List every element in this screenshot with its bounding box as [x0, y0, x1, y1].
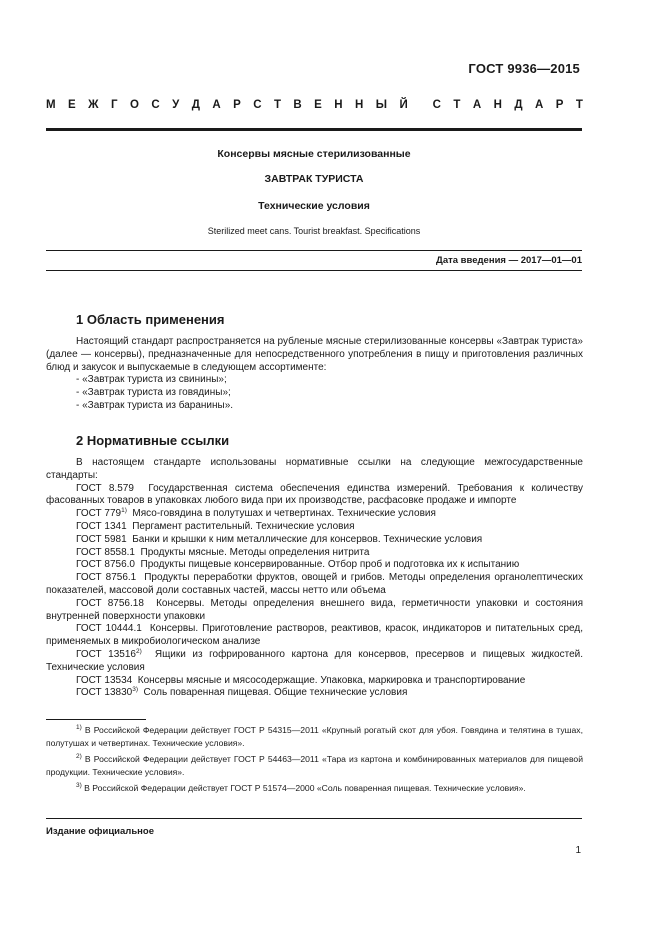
banner-letter: О [129, 99, 139, 111]
footnote-mark: 2) [76, 753, 82, 761]
banner-letter: Е [68, 99, 76, 111]
reference-item [46, 687, 583, 700]
footnote-mark: 1) [76, 724, 82, 731]
reference-code: ГОСТ 8756.1 [76, 572, 137, 584]
banner-letter: Н [355, 99, 364, 111]
reference-code: ГОСТ 13534 [76, 674, 133, 686]
reference-title: Консервы. Приготовление растворов, реактивов, красок, индикаторов и питательных сред, применяемых в микробиологическом анализе [46, 623, 586, 648]
footnote [46, 782, 583, 795]
reference-title: Мясо-говядина в полутушах и четвертинах. Технические условия [126, 508, 436, 520]
section-1-body [46, 336, 583, 413]
section-1-heading: 1 Область применения [76, 312, 225, 327]
reference-item [46, 647, 586, 675]
reference-item [46, 521, 583, 534]
reference-code: ГОСТ 779 [76, 508, 122, 520]
assortment-list [46, 374, 583, 412]
reference-item [46, 508, 583, 521]
reference-title: Продукты переработки фруктов, овощей и грибов. Методы определения органолептических показателей, массовой доли составных частей, массы нетто или объема [46, 572, 586, 596]
banner-letter: В [293, 99, 302, 111]
banner-letter: С [151, 99, 160, 111]
footnote-text: В Российской Федерации действует ГОСТ Р 51574—2000 «Соль поваренная пищевая. Технические условия». [81, 783, 526, 794]
banner-letter: Р [233, 99, 241, 111]
footnote-mark: 2) [135, 647, 142, 655]
banner-letter: С [432, 99, 441, 111]
reference-item [46, 547, 583, 560]
document-title: ЗАВТРАК ТУРИСТА [264, 173, 364, 185]
footnote-text: В Российской Федерации действует ГОСТ Р 54463—2011 «Тара из картона и комбинированных материалов для пищевой продукции. Технические условия». [46, 754, 583, 777]
reference-code: ГОСТ 8756.18 [76, 597, 144, 609]
banner-letter: С [253, 99, 262, 111]
banner-letter: Ж [88, 99, 99, 111]
footnote-separator [46, 719, 146, 720]
banner-letter: Й [399, 99, 408, 111]
reference-title: Государственная система обеспечения единства измерений. Требования к количеству фасованных товаров в упаковках любого вида при их производстве, расфасовке продаже и импорте [46, 482, 586, 507]
banner-letter: М [46, 99, 56, 111]
date-rule [46, 270, 582, 271]
footer-rule [46, 818, 582, 819]
official-edition-label: Издание официальное [46, 826, 154, 837]
reference-code: ГОСТ 10444.1 [76, 623, 142, 635]
reference-title: Соль поваренная пищевая. Общие технические условия [138, 687, 408, 699]
reference-title: Консервы мясные и мясосодержащие. Упаковка, маркировка и транспортирование [132, 674, 526, 686]
banner-letter: Е [314, 99, 322, 111]
banner-letter: Г [110, 99, 118, 111]
document-spec: Технические условия [258, 200, 370, 212]
reference-title: Продукты мясные. Методы определения нитрита [135, 546, 370, 558]
reference-code: ГОСТ 8.579 [76, 482, 134, 494]
document-subject: Консервы мясные стерилизованные [217, 148, 411, 160]
reference-code: ГОСТ 5981 [76, 533, 127, 545]
banner-letter: А [212, 99, 221, 111]
banner-letter: Т [273, 99, 281, 111]
reference-item [46, 675, 583, 688]
banner-letter: Т [575, 99, 583, 111]
banner-letter: А [472, 99, 482, 111]
banner-letter: Ы [375, 99, 388, 111]
footnote [46, 753, 583, 778]
reference-title: Банки и крышки к ним металлические для консервов. Технические условия [126, 533, 483, 545]
list-item: - «Завтрак туриста из говядины»; [76, 387, 231, 399]
reference-title: Пергамент растительный. Технические условия [126, 520, 355, 532]
footnote [46, 724, 583, 749]
header-rule [46, 128, 582, 131]
section-2-intro: В настоящем стандарте использованы нормативные ссылки на следующие межгосударственные стандарты: [46, 457, 583, 481]
section-2-body [46, 457, 586, 700]
page-number: 1 [575, 845, 581, 856]
reference-title: Ящики из гофрированного картона для консервов, пресервов и пищевых жидкостей. Технические условия [46, 648, 586, 673]
document-code: ГОСТ 9936—2015 [468, 61, 580, 76]
reference-item [46, 534, 583, 547]
reference-item [46, 572, 586, 598]
reference-title: Продукты пищевые консервированные. Отбор проб и подготовка их к испытанию [135, 559, 520, 571]
banner-letter: Т [453, 99, 461, 111]
banner-letter: Н [493, 99, 502, 111]
english-title: Sterilized meet cans. Tourist breakfast. Specifications [207, 226, 421, 236]
reference-code: ГОСТ 13516 [76, 648, 136, 660]
footnote-mark: 3) [76, 782, 82, 790]
title-rule [46, 250, 582, 251]
interstate-standard-banner [46, 99, 583, 111]
reference-code: ГОСТ 8558.1 [76, 546, 135, 558]
footnote-mark: 1) [121, 507, 127, 515]
effective-date: Дата введения — 2017—01—01 [436, 255, 582, 266]
reference-item [46, 623, 586, 649]
list-item: - «Завтрак туриста из свинины»; [76, 374, 227, 386]
reference-code: ГОСТ 13830 [76, 687, 133, 699]
reference-title: Консервы. Методы определения внешнего вида, герметичности упаковки и состояния внутренней поверхности упаковки [46, 597, 586, 622]
reference-code: ГОСТ 1341 [76, 520, 127, 532]
section-1-paragraph: Настоящий стандарт распространяется на рубленые мясные стерилизованные консервы «Завтрак туриста» (далее — консервы), предназначенные для непосредственного употребления в пищу и приготовления различных блюд и закусок и выпускаемые в следующем ассортименте: [46, 336, 583, 373]
reference-code: ГОСТ 8756.0 [76, 559, 135, 571]
reference-item [46, 597, 586, 624]
banner-letter: Н [334, 99, 343, 111]
banner-letter: Д [191, 99, 200, 111]
banner-letter: А [534, 99, 544, 111]
reference-item [46, 482, 586, 509]
footnotes [46, 724, 583, 799]
footnote-text: В Российской Федерации действует ГОСТ Р 54315—2011 «Крупный рогатый скот для убоя. Говядина и телятина в тушах, полутушах и четвертинах. Технические условия». [46, 725, 583, 748]
banner-letter: У [172, 99, 180, 111]
banner-letter: Д [514, 99, 523, 111]
banner-letter: Р [555, 99, 564, 111]
reference-item [46, 559, 583, 572]
list-item: - «Завтрак туриста из баранины». [76, 399, 234, 411]
reference-list [46, 482, 586, 701]
section-2-heading: 2 Нормативные ссылки [76, 433, 230, 448]
footnote-mark: 3) [132, 686, 138, 694]
